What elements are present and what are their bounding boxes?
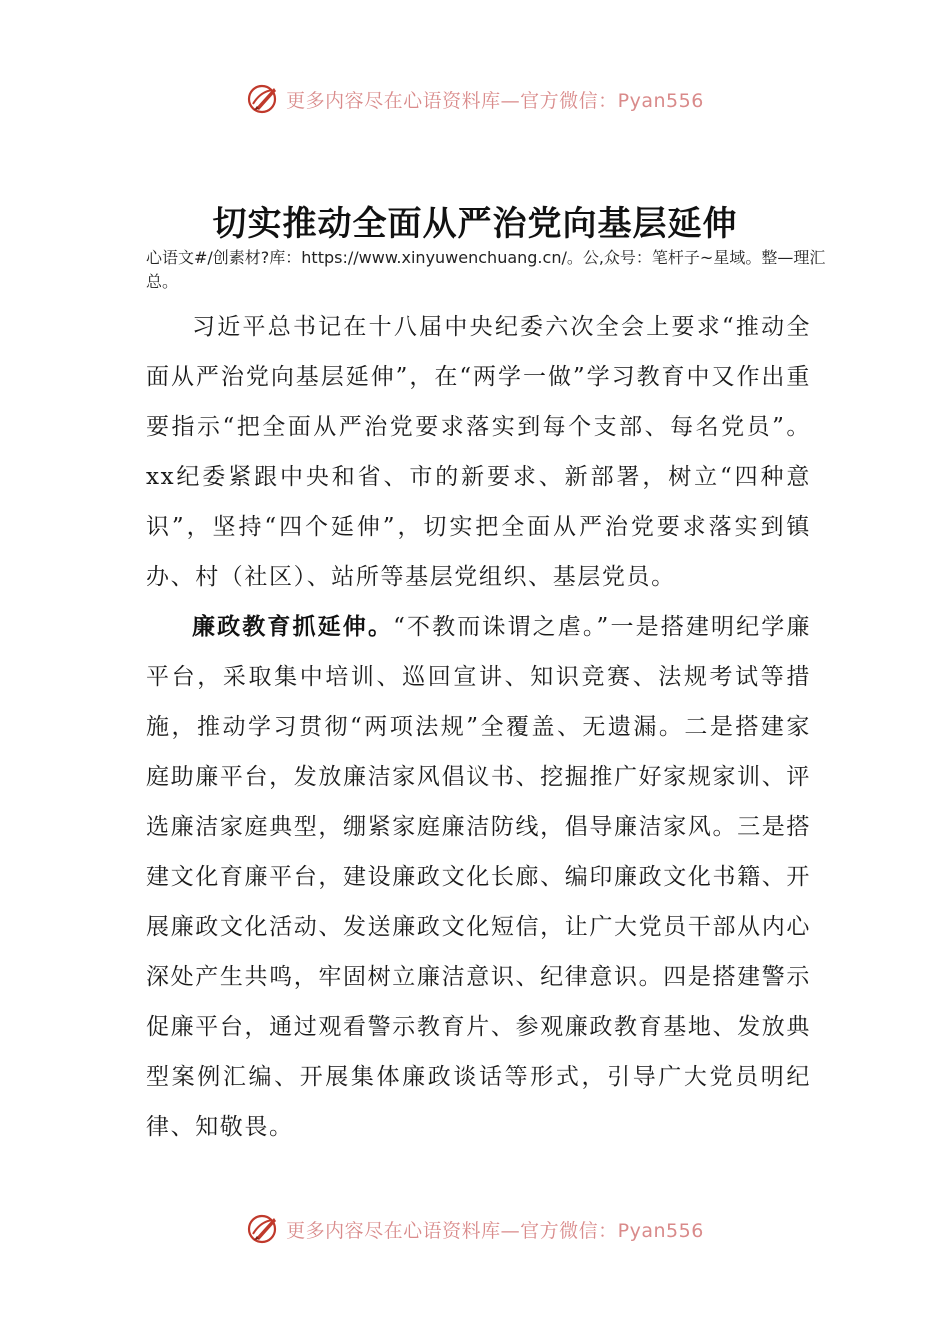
footer-watermark [0, 1212, 950, 1246]
pen-logo-icon [246, 82, 280, 116]
header-watermark [0, 82, 950, 116]
pen-logo-icon [246, 1212, 280, 1246]
paragraph-education: 廉政教育抓延伸。“不教而诛谓之虐。”一是搭建明纪学廉平台，采取集中培训、巡回宣讲、知识竞赛、法规考试等措施，推动学习贯彻“两项法规”全覆盖、无遗漏。二是搭建家庭助廉平台，发放廉洁家风倡议书、挖掘推广好家规家训、评选廉洁家庭典型，绷紧家庭廉洁防线，倡导廉洁家风。三是搭建文化育廉平台，建设廉政文化长廊、编印廉政文化书籍、开展廉政文化活动、发送廉政文化短信，让广大党员干部从内心深处产生共鸣，牢固树立廉洁意识、纪律意识。四是搭建警示促廉平台，通过观看警示教育片、参观廉政教育基地、发放典型案例汇编、开展集体廉政谈话等形式，引导广大党员明纪律、知敬畏。 [146, 613, 811, 1140]
watermark-text: 更多内容尽在心语资料库—官方微信：Pyan556 [286, 1219, 704, 1242]
document-body [146, 302, 811, 1152]
document-title: 切实推动全面从严治党向基层延伸 [212, 204, 738, 244]
paragraph-lead-heading: 廉政教育抓延伸。 [192, 613, 394, 640]
paragraph-intro: 习近平总书记在十八届中央纪委六次全会上要求“推动全面从严治党向基层延伸”，在“两学一做”学习教育中又作出重要指示“把全面从严治党要求落实到每个支部、每名党员”。xx纪委紧跟中央和省、市的新要求、新部署，树立“四种意识”，坚持“四个延伸”，切实把全面从严治党要求落实到镇办、村（社区）、站所等基层党组织、基层党员。 [146, 314, 811, 590]
source-line: 心语文#/创素材?库：https://www.xinyuwenchuang.cn/。公,众号：笔杆子~星域。整—理汇总。 [146, 248, 826, 291]
watermark-text: 更多内容尽在心语资料库—官方微信：Pyan556 [286, 89, 704, 112]
